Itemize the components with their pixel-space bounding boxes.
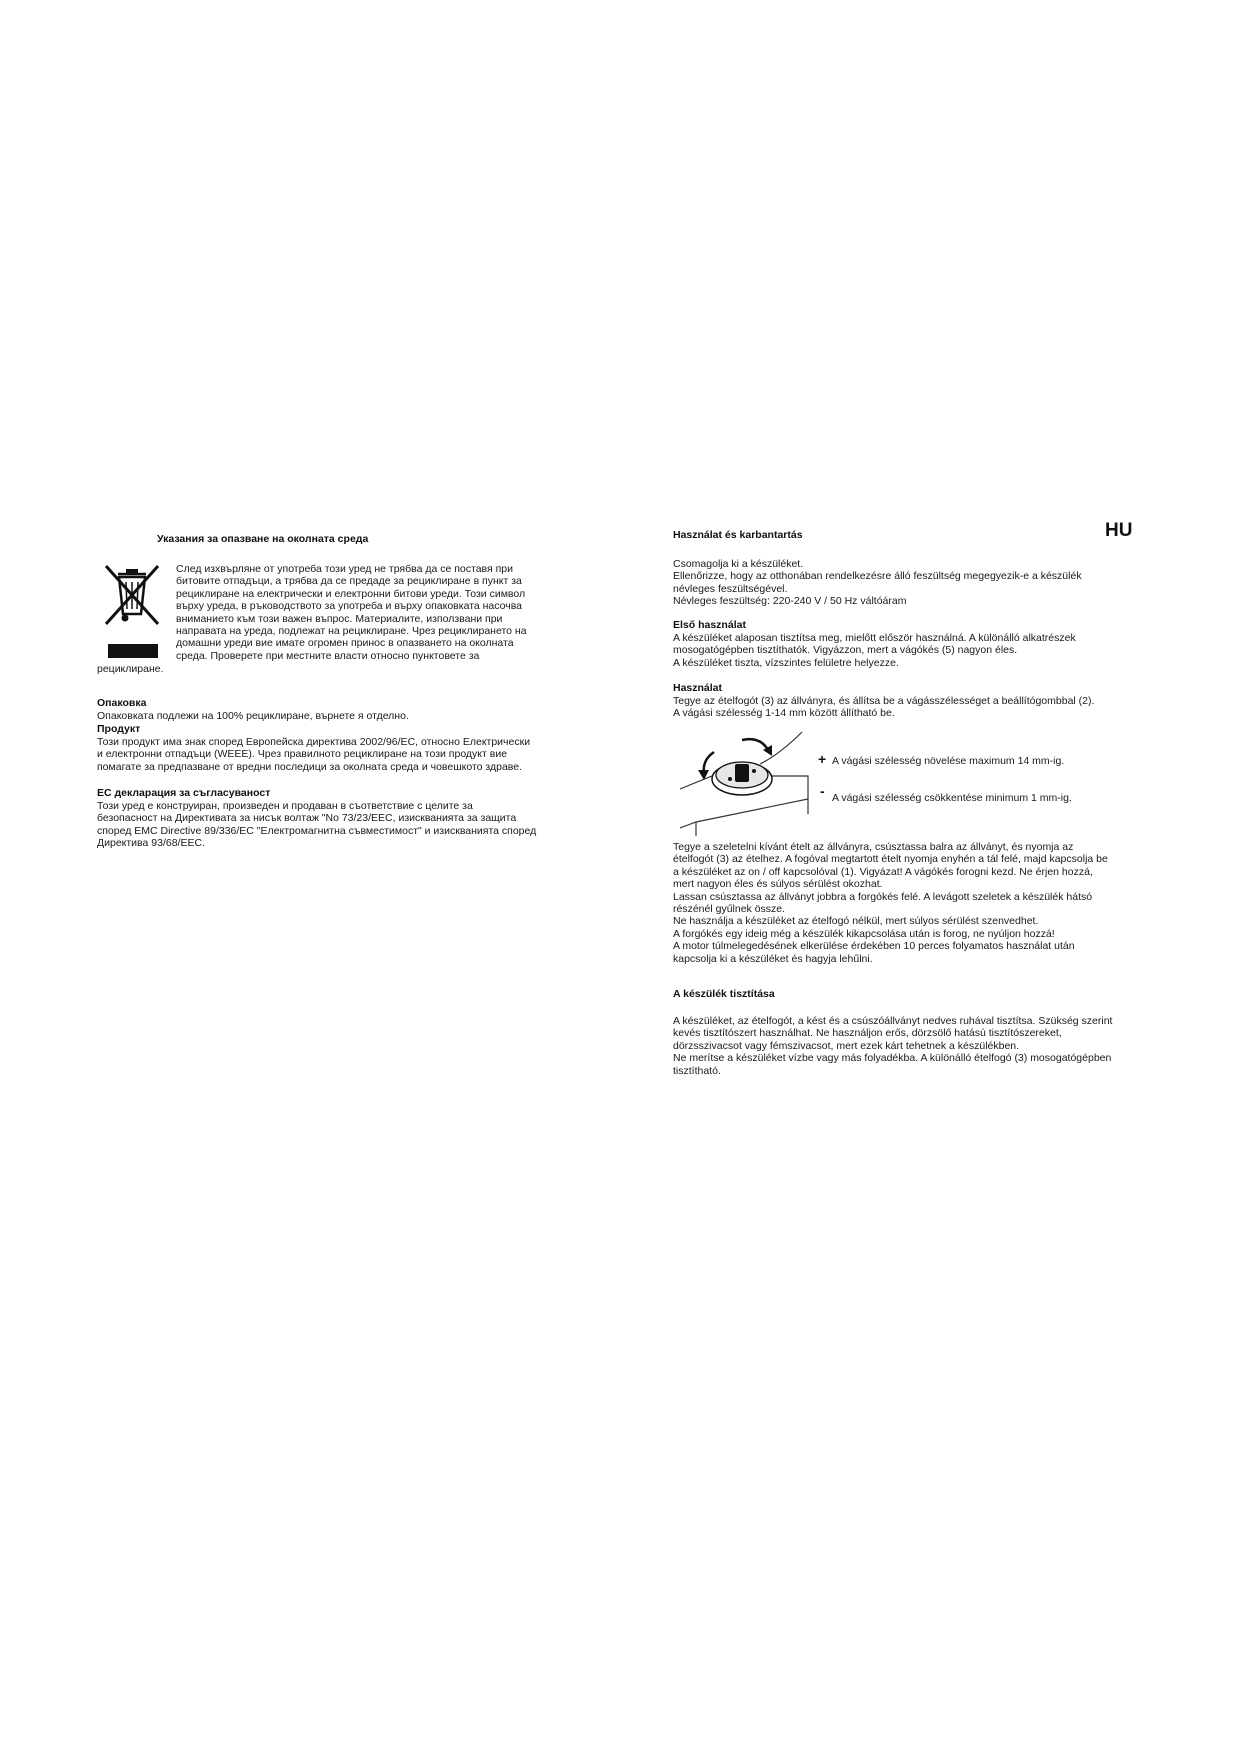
width-increase-text: A vágási szélesség növelése maximum 14 mm-ig. bbox=[832, 755, 1065, 767]
packaging-text: Опаковката подлежи на 100% рециклиране, върнете я отделно. bbox=[97, 710, 409, 722]
product-heading: Продукт bbox=[97, 723, 141, 735]
minus-sign: - bbox=[820, 783, 825, 799]
product-text: Този продукт има знак според Европейска директива 2002/96/EC, относно Електрически и електронни отпадъци (WEEE). Чрез правилното рециклиране на този продукт вие помагате за предпазване от вредни последици за околната среда и човешкото здраве. bbox=[97, 736, 531, 773]
plus-sign: + bbox=[818, 751, 827, 767]
left-page-title: Указания за опазване на околната среда bbox=[157, 533, 369, 545]
first-use-heading: Első használat bbox=[673, 619, 746, 631]
cleaning-heading: A készülék tisztítása bbox=[673, 988, 775, 1000]
cleaning-text: A készüléket, az ételfogót, a kést és a csúszóállványt nedves ruhával tisztítsa. Szükség szerint kevés tisztítószert használhat. Ne használjon erős, dörzsölő hatású tisztítószereket, dörzsszivacsot vagy fémszivacsot, mert ezek kárt tehetnek a készülékben. Ne merítse a készüléket vízbe vagy más folyadékba. A különálló ételfogó (3) mosogatógépben tisztítható. bbox=[673, 1015, 1113, 1077]
intro-text: Csomagolja ki a készüléket. Ellenőrizze, hogy az otthonában rendelkezésre álló feszültség megegyezik-e a készülék névleges feszültségével. Névleges feszültség: 220-240 V / 50 Hz váltóáram bbox=[673, 558, 1082, 608]
first-use-text: A készüléket alaposan tisztítsa meg, mielőtt először használná. A különálló alkatrészek mosogatógépben tisztíthatók. Vigyázzon, mert a vágókés (5) nagyon éles. A készüléket tiszta, vízszintes felületre helyezze. bbox=[673, 632, 1076, 669]
operation-text: Tegye a szeletelni kívánt ételt az állványra, csúsztassa balra az állványt, és nyomja az ételfogót (3) az ételhez. A fogóval megtartott ételt nyomja enyhén a tál felé, majd kapcsolja be a készüléket az on / off kapcsolóval (1). Vigyázat! A vágókés forogni kezd. Ne érjen hozzá, mert nagyon éles és súlyos sérülést okozhat. Lassan csúsztassa az állványt jobbra a forgókés felé. A levágott szeletek a készülék hátsó részénél gyűlnek össze. Ne használja a készüléket az ételfogó nélkül, mert súlyos sérülést szenvedhet. A forgókés egy ideig még a készülék kikapcsolása után is forog, ne nyúljon hozzá! A motor túlmelegedésének elkerülése érdekében 10 perces folyamatos használat után kapcsolja ki a készüléket és hagyja lehűlni. bbox=[673, 841, 1108, 965]
weee-paragraph-tail: рециклиране. bbox=[97, 663, 164, 675]
use-heading: Használat bbox=[673, 682, 723, 694]
right-page-title: Használat és karbantartás bbox=[673, 529, 803, 541]
width-decrease-text: A vágási szélesség csökkentése minimum 1 mm-ig. bbox=[832, 792, 1072, 804]
packaging-heading: Опаковка bbox=[97, 697, 147, 709]
weee-paragraph: След изхвърляне от употреба този уред не трябва да се поставя при битовите отпадъци, а трябва да се предаде за рециклиране в пункт за рециклиране на електрически и електронни битови уреди. Този символ върху уреда, в ръководството за употреба и върху опаковката насочва вниманието към този важен въпрос. Материалите, използвани при направата на уреда, подлежат на рециклиране. Чрез рециклирането на домашни уреди вие имате огромен принос в опазването на околната среда. Проверете при местните власти относно пунктовете за bbox=[176, 563, 527, 662]
slicer-knob-diagram bbox=[680, 724, 810, 836]
ec-declaration-heading: ЕС декларация за съгласуваност bbox=[97, 787, 271, 799]
language-code: HU bbox=[1105, 520, 1133, 541]
weee-bin-icon bbox=[98, 560, 168, 670]
ec-declaration-text: Този уред е конструиран, произведен и продаван в съответствие с целите за безопасност на Директивата за нисък волтаж "No 73/23/EEC, изискванията за защита според EMC Directive 89/336/EC "Електромагнитна съвместимост" и изискванията според Директива 93/68/EEC. bbox=[97, 800, 537, 850]
use-text: Tegye az ételfogót (3) az állványra, és állítsa be a vágásszélességet a beállítógombbal (2). A vágási szélesség 1-14 mm között állítható be. bbox=[673, 695, 1095, 720]
